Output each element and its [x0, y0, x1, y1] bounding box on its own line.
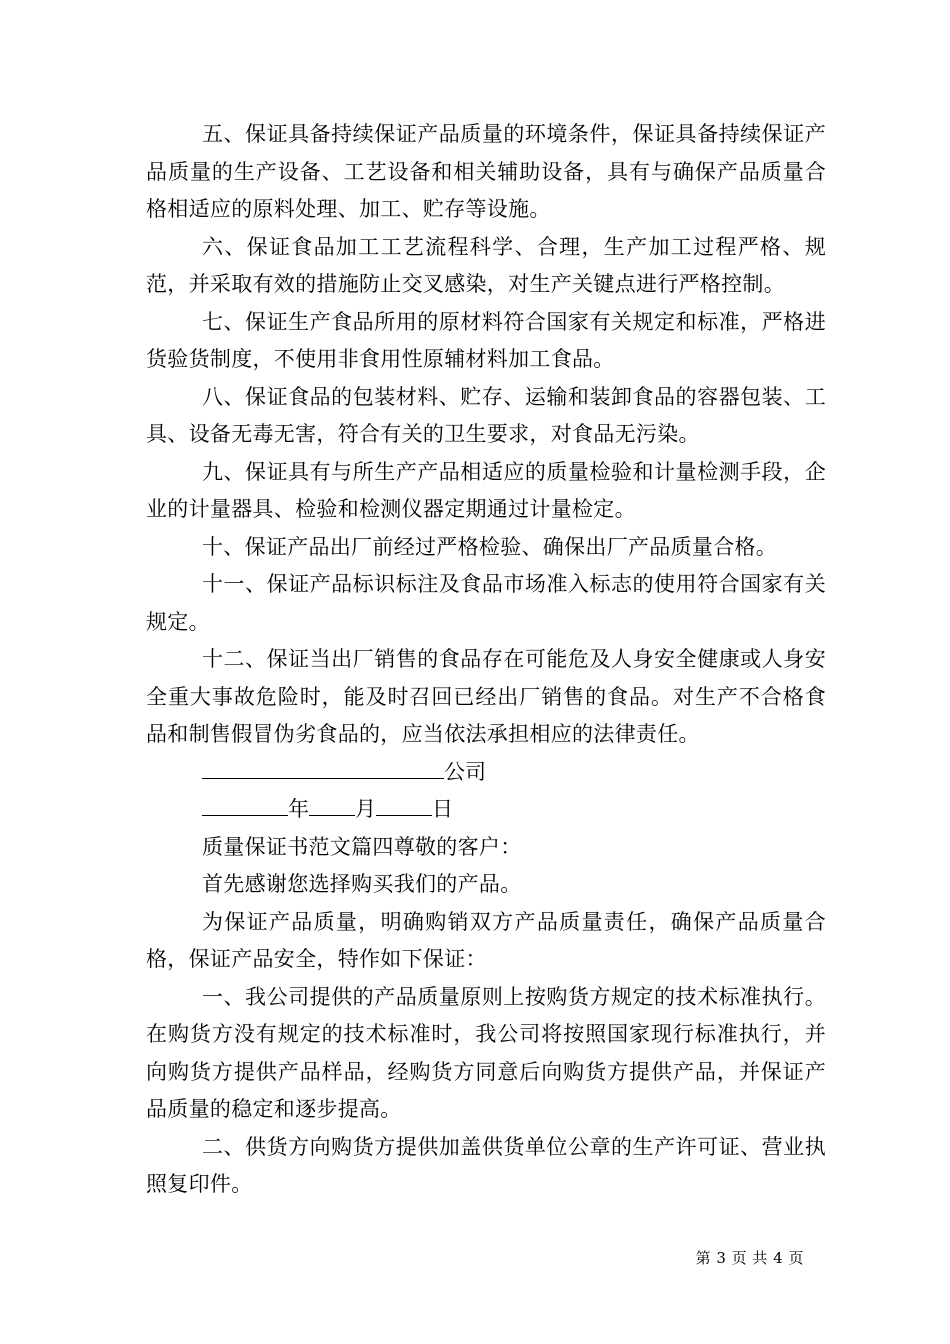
page-number: 第 3 页 共 4 页 — [695, 1249, 804, 1267]
greeting-paragraph: 首先感谢您选择购买我们的产品。 — [202, 872, 522, 896]
day-blank — [376, 793, 432, 816]
company-name-blank — [202, 756, 444, 779]
guarantee-item-2: 二、供货方向购货方提供加盖供货单位公章的生产许可证、营业执照复印件。 — [146, 1134, 826, 1196]
company-suffix: 公司 — [444, 759, 486, 784]
document-body — [146, 116, 826, 1204]
paragraph-item-11: 十一、保证产品标识标注及食品市场准入标志的使用符合国家有关规定。 — [146, 572, 826, 634]
paragraph-item-12: 十二、保证当出厂销售的食品存在可能危及人身安全健康或人身安全重大事故危险时，能及时召回已经出厂销售的食品。对生产不合格食品和制售假冒伪劣食品的，应当依法承担相应的法律责任。 — [146, 647, 826, 746]
company-signature-line — [146, 754, 826, 792]
paragraph-item-8: 八、保证食品的包装材料、贮存、运输和装卸食品的容器包装、工具、设备无毒无害，符合有关的卫生要求，对食品无污染。 — [146, 384, 826, 446]
paragraph-item-9: 九、保证具有与所生产产品相适应的质量检验和计量检测手段，企业的计量器具、检验和检测仪器定期通过计量检定。 — [146, 459, 826, 521]
date-line — [146, 791, 826, 829]
intro-paragraph: 为保证产品质量，明确购销双方产品质量责任，确保产品质量合格，保证产品安全，特作如下保证： — [146, 909, 826, 971]
month-label: 月 — [355, 797, 376, 821]
paragraph-item-6: 六、保证食品加工工艺流程科学、合理，生产加工过程严格、规范，并采取有效的措施防止交叉感染，对生产关键点进行严格控制。 — [146, 234, 826, 296]
day-label: 日 — [432, 797, 453, 821]
paragraph-item-5: 五、保证具备持续保证产品质量的环境条件，保证具备持续保证产品质量的生产设备、工艺设备和相关辅助设备，具有与确保产品质量合格相适应的原料处理、加工、贮存等设施。 — [146, 122, 826, 221]
paragraph-item-10: 十、保证产品出厂前经过严格检验、确保出厂产品质量合格。 — [202, 534, 778, 559]
year-label: 年 — [288, 797, 309, 821]
year-blank — [202, 793, 288, 816]
guarantee-item-1: 一、我公司提供的产品质量原则上按购货方规定的技术标准执行。在购货方没有规定的技术标准时，我公司将按照国家现行标准执行，并向购货方提供产品样品，经购货方同意后向购货方提供产品，并保证产品质量的稳定和逐步提高。 — [146, 984, 826, 1121]
month-blank — [309, 793, 355, 816]
section-heading-4: 质量保证书范文篇四尊敬的客户： — [202, 834, 522, 859]
paragraph-item-7: 七、保证生产食品所用的原材料符合国家有关规定和标准，严格进货验货制度，不使用非食用性原辅材料加工食品。 — [146, 309, 826, 371]
